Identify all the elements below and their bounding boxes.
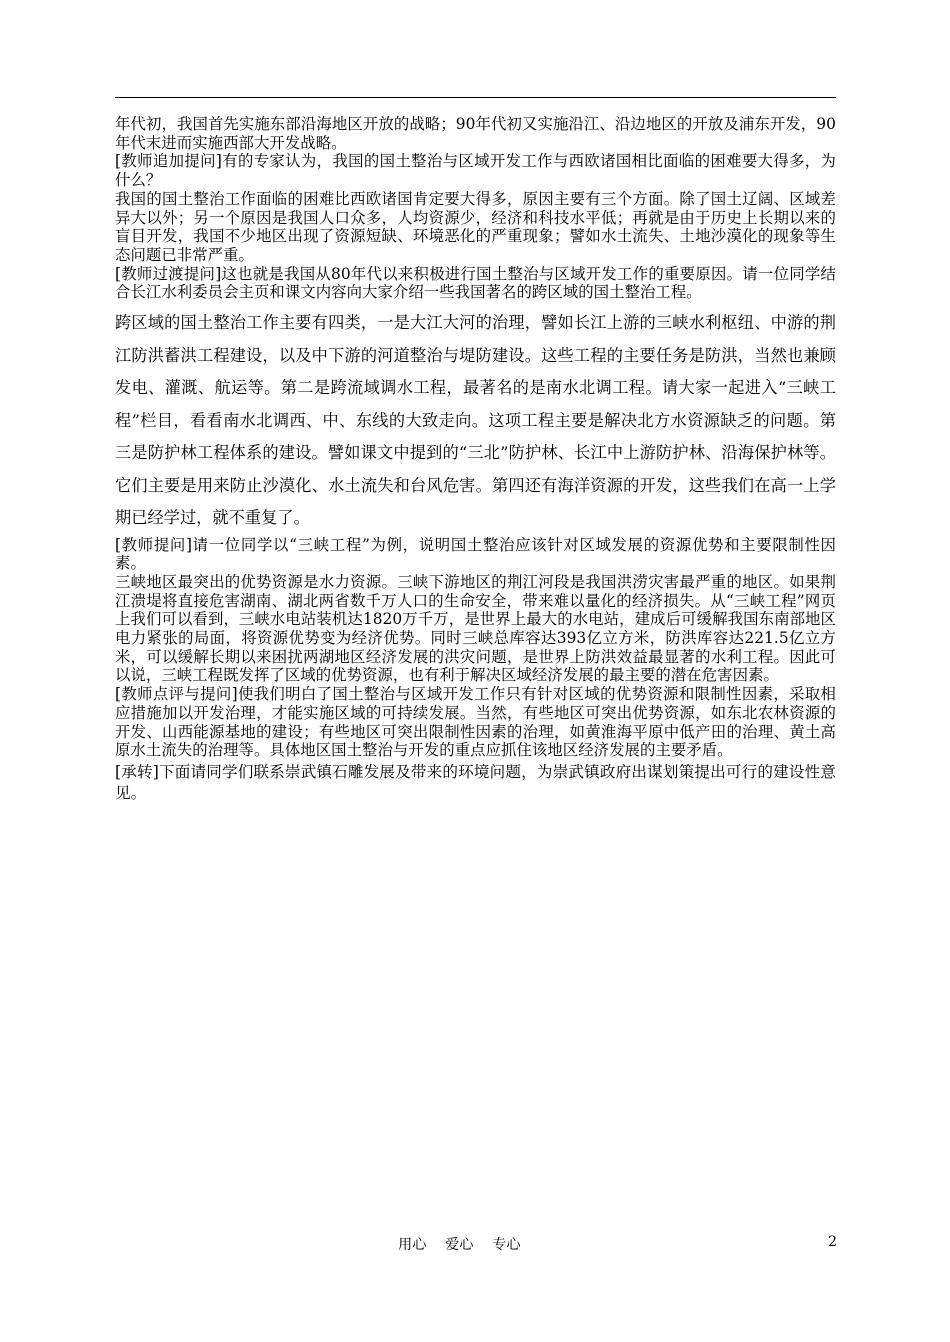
paragraph-teacher-transition-question: [教师过渡提问]这也就是我国从80年代以来积极进行国土整治与区域开发工作的重要原因。请一位同学结合长江水利委员会主页和课文内容向大家介绍一些我国著名的跨区域的国土整治工程。 <box>115 264 836 302</box>
paragraph-teacher-comment: [教师点评与提问]使我们明白了国土整治与区域开发工作只有针对区域的优势资源和限制性因素，采取相应措施加以开发治理，才能实施区域的可持续发展。当然，有些地区可突出优势资源，如东北农林资源的开发、山西能源基地的建设；有些地区可突出限制性因素的治理，如黄淮海平原中低产田的治理、黄土高原水土流失的治理等。具体地区国土整治与开发的重点应抓住该地区经济发展的主要矛盾。 <box>115 685 836 760</box>
header-rule <box>115 0 836 98</box>
paragraph-continuation: 年代初，我国首先实施东部沿海地区开放的战略；90年代初又实施沿江、沿边地区的开放及浦东开发，90年代末进而实施西部大开发战略。 <box>115 115 836 152</box>
body-text <box>115 115 836 805</box>
paragraph-transition: [承转]下面请同学们联系崇武镇石雕发展及带来的环境问题，为崇武镇政府出谋划策提出可行的建设性意见。 <box>115 762 836 803</box>
paragraph-cross-region-projects: 跨区域的国土整治工作主要有四类，一是大江大河的治理，譬如长江上游的三峡水利枢纽、中游的荆江防洪蓄洪工程建设，以及中下游的河道整治与堤防建设。这些工程的主要任务是防洪，当然也兼顾发电、灌溉、航运等。第二是跨流域调水工程，最著名的是南水北调工程。请大家一起进入“三峡工程”栏目，看看南水北调西、中、东线的大致走向。这项工程主要是解决北方水资源缺乏的问题。第三是防护林工程体系的建设。譬如课文中提到的“三北”防护林、长江中上游防护林、沿海保护林等。它们主要是用来防止沙漠化、水土流失和台风危害。第四还有海洋资源的开发，这些我们在高一上学期已经学过，就不重复了。 <box>115 313 836 528</box>
paragraph-three-gorges-answer: 三峡地区最突出的优势资源是水力资源。三峡下游地区的荆江河段是我国洪涝灾害最严重的地区。如果荆江溃堤将直接危害湖南、湖北两省数千万人口的生命安全，带来难以量化的经济损失。从“三峡工程”网页上我们可以看到，三峡水电站装机达1820万千万，是世界上最大的水电站，建成后可缓解我国东南部地区电力紧张的局面，将资源优势变为经济优势。同时三峡总库容达393亿立方米，防洪库容达221.5亿立方米，可以缓解长期以来困扰两湖地区经济发展的洪灾问题，是世界上防洪效益最显著的水利工程。因此可以说，三峡工程既发挥了区域的优势资源，也有利于解决区域经济发展的最主要的潜在危害因素。 <box>115 572 836 685</box>
page-number: 2 <box>828 1234 838 1250</box>
paragraph-teacher-followup-question: [教师追加提问]有的专家认为，我国的国土整治与区域开发工作与西欧诸国相比面临的困难要大得多，为什么？ <box>115 152 836 190</box>
paragraph-teacher-question-three-gorges: [教师提问]请一位同学以“三峡工程”为例，说明国土整治应该针对区域发展的资源优势和主要限制性因素。 <box>115 535 836 573</box>
paragraph-answer-difficulties: 我国的国土整治工作面临的困难比西欧诸国肯定要大得多，原因主要有三个方面。除了国土辽阔、区域差异大以外；另一个原因是我国人口众多，人均资源少，经济和科技水平低；再就是由于历史上长期以来的盲目开发，我国不少地区出现了资源短缺、环境恶化的严重现象；譬如水土流失、土地沙漠化的现象等生态问题已非常严重。 <box>115 189 836 264</box>
footer-motto: 用心 爱心 专心 <box>398 1237 521 1253</box>
page-footer <box>0 1234 950 1256</box>
